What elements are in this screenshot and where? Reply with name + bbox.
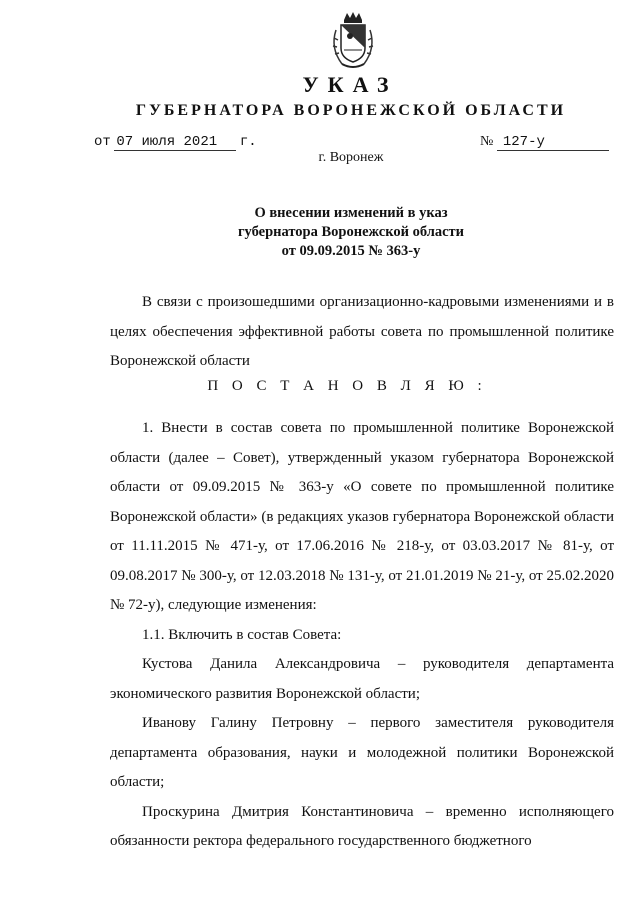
number-value: 127-у [497, 134, 609, 151]
document-subject [0, 204, 640, 261]
city: г. Воронеж [318, 150, 384, 165]
preamble-block [110, 288, 614, 377]
subject-line-1: О внесении изменений в указ [254, 205, 448, 221]
main-body [110, 414, 614, 857]
subject-line-3: от 09.09.2015 № 363-у [281, 243, 421, 259]
date-suffix: г. [239, 134, 257, 150]
date-line [94, 134, 257, 151]
paragraph-1-1: 1.1. Включить в состав Совета: [142, 626, 342, 643]
date-value: 07 июля 2021 [114, 134, 236, 151]
preamble: В связи с произошедшими организационно-кадровыми изменениями и в целях обеспечения эффективной работы совета по промышленной политике Воронежской области [110, 294, 614, 369]
paragraph-kustov: Кустова Данила Александровича – руководителя департамента экономического развития Воронежской области; [110, 656, 614, 702]
document-title: УКАЗ [302, 72, 398, 97]
paragraph-ivanova: Иванову Галину Петровну – первого заместителя руководителя департамента образования, науки и молодежной политики Воронежской области; [110, 715, 614, 790]
coat-of-arms-icon [324, 10, 382, 74]
subject-line-2: губернатора Воронежской области [237, 224, 465, 240]
paragraph-proskurin: Проскурина Дмитрия Константиновича – временно исполняющего обязанности ректора федерального государственного бюджетного [110, 803, 614, 849]
decree-word: П О С Т А Н О В Л Я Ю : [207, 378, 487, 394]
paragraph-1: 1. Внести в состав совета по промышленной политике Воронежской области (далее – Совет), утвержденный указом губернатора Воронежской области от 09.09.2015 № 363-у «О совете по промышленной политике Воронежской области» (в редакциях указов губернатора Воронежской области от 11.11.2015 № 471-у, от 17.06.2016 № 218-у, от 03.03.2017 № 81-у, от 09.08.2017 № 300-у, от 12.03.2018 № 131-у, от 21.01.2019 № 21-у, от 25.02.2020 № 72-у), следующие изменения: [110, 420, 614, 613]
number-prefix: № [480, 134, 494, 149]
document-subtitle: ГУБЕРНАТОРА ВОРОНЕЖСКОЙ ОБЛАСТИ [135, 102, 567, 119]
date-prefix: от [94, 134, 111, 150]
number-line [480, 134, 609, 151]
